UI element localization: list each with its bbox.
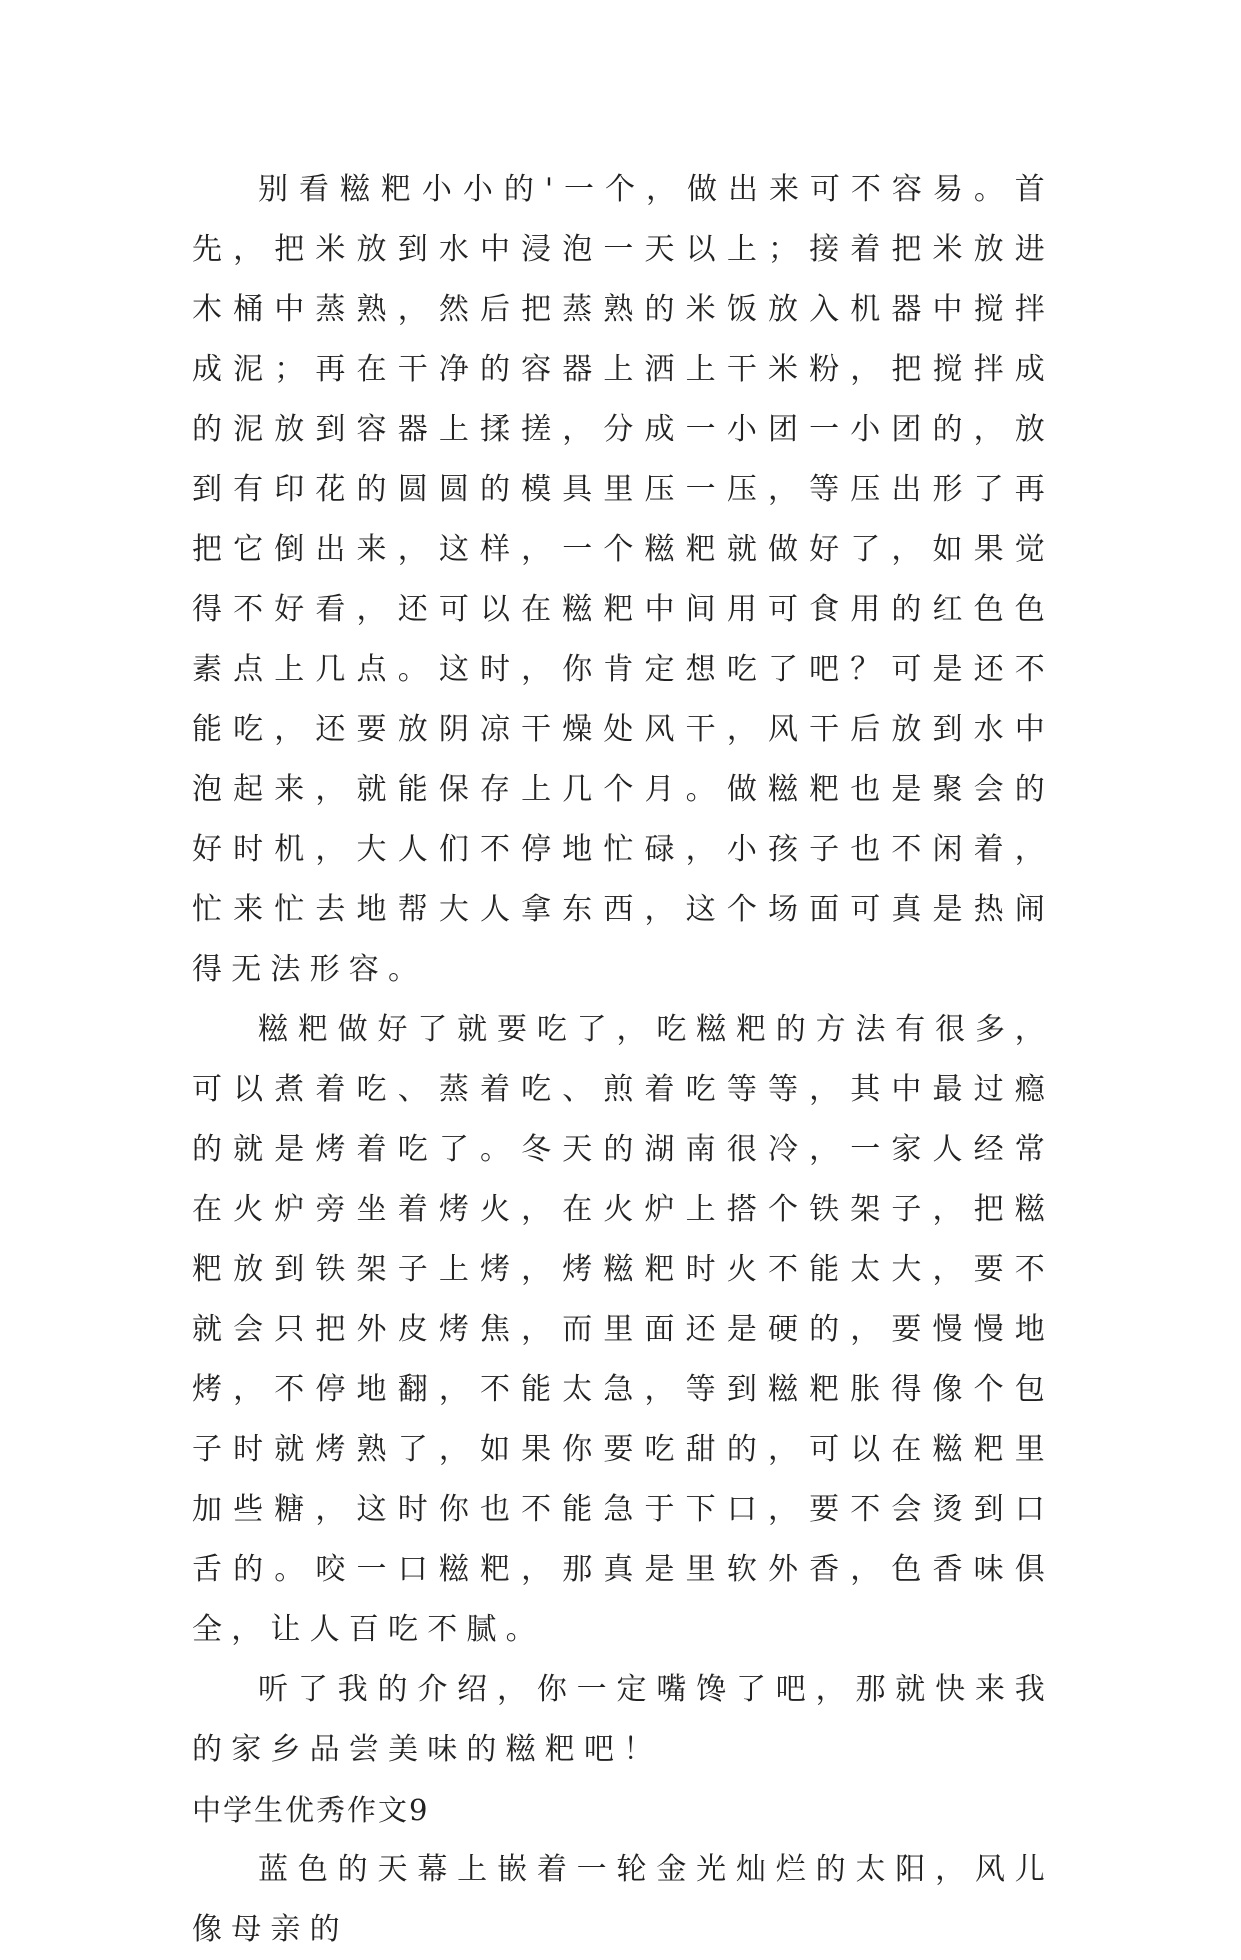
section-title: 中学生优秀作文9 <box>192 1793 430 1827</box>
document-page <box>192 160 1054 1960</box>
paragraph-ciba-eating: 糍粑做好了就要吃了，吃糍粑的方法有很多，可以煮着吃、蒸着吃、煎着吃等等，其中最过瘾的就是烤着吃了。冬天的湖南很冷，一家人经常在火炉旁坐着烤火，在火炉上搭个铁架子，把糍粑放到铁架子上烤，烤糍粑时火不能太大，要不就会只把外皮烤焦，而里面还是硬的，要慢慢地烤，不停地翻，不能太急，等到糍粑胀得像个包子时就烤熟了，如果你要吃甜的，可以在糍粑里加些糖，这时你也不能急于下口，要不会烫到口舌的。咬一口糍粑，那真是里软外香，色香味俱全，让人百吃不腻。 <box>192 1012 1054 1647</box>
paragraph-ciba-making: 别看糍粑小小的'一个，做出来可不容易。首先，把米放到水中浸泡一天以上；接着把米放进木桶中蒸熟，然后把蒸熟的米饭放入机器中搅拌成泥；再在干净的容器上洒上干米粉，把搅拌成的泥放到容器上揉搓，分成一小团一小团的，放到有印花的圆圆的模具里压一压，等压出形了再把它倒出来，这样，一个糍粑就做好了，如果觉得不好看，还可以在糍粑中间用可食用的红色色素点上几点。这时，你肯定想吃了吧？可是还不能吃，还要放阴凉干燥处风干，风干后放到水中泡起来，就能保存上几个月。做糍粑也是聚会的好时机，大人们不停地忙碌，小孩子也不闲着，忙来忙去地帮大人拿东西，这个场面可真是热闹得无法形容。 <box>192 172 1054 987</box>
paragraph-essay-9-start: 蓝色的天幕上嵌着一轮金光灿烂的太阳，风儿像母亲的 <box>192 1852 1054 1947</box>
paragraph-invitation: 听了我的介绍，你一定嘴馋了吧，那就快来我的家乡品尝美味的糍粑吧！ <box>192 1672 1054 1767</box>
